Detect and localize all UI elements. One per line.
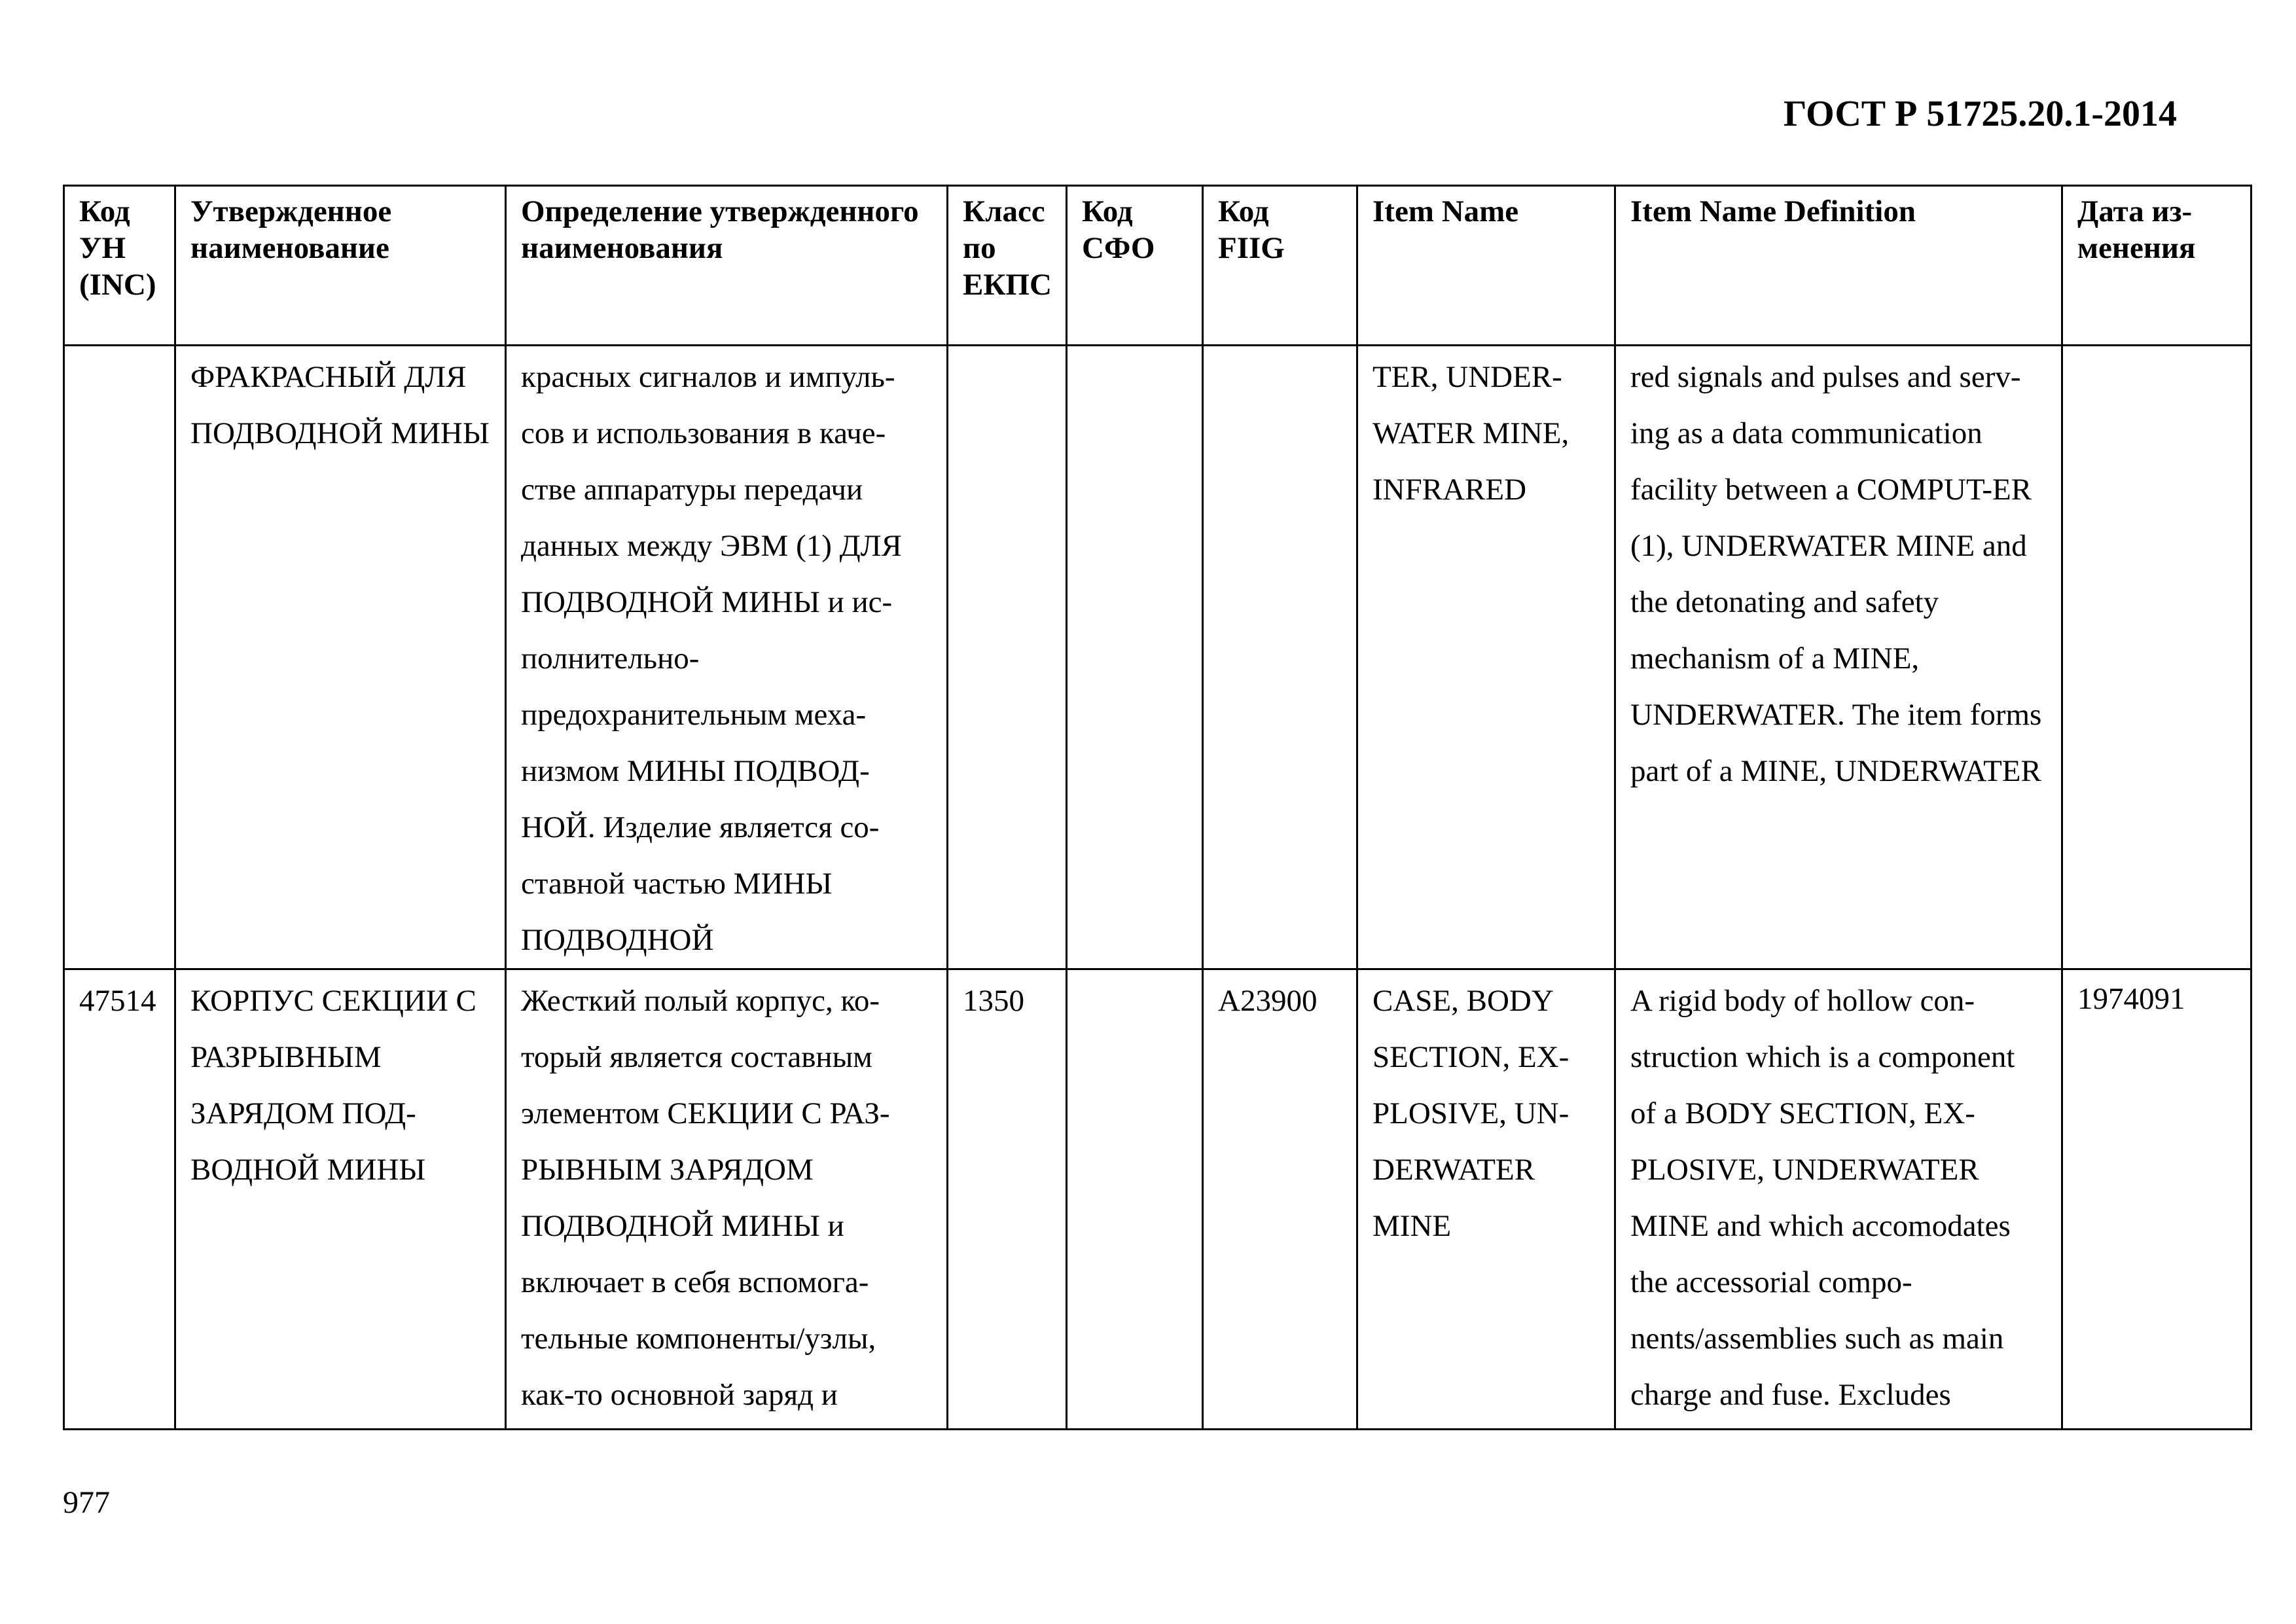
cell-change-date	[2062, 346, 2251, 969]
table-header	[64, 186, 2251, 346]
change-date-value: 1974091	[2077, 982, 2185, 1016]
cell-definition: красных сигналов и импуль-сов и использования в каче-стве аппаратуры передачи данных между ЭВМ (1) ДЛЯ ПОДВОДНОЙ МИНЫ и ис-полнительно-предохранительным меха-низмом МИНЫ ПОДВОД-НОЙ. Изделие является со-ставной частью МИНЫ ПОДВОДНОЙ	[506, 346, 948, 969]
cell-inc: 47514	[64, 969, 175, 1430]
cell-fiig-code: A23900	[1203, 969, 1357, 1430]
header-row	[64, 186, 2251, 346]
cell-inc	[64, 346, 175, 969]
header-definition: Определение утвержденного наименования	[506, 186, 948, 346]
cell-ekps-class	[948, 346, 1067, 969]
header-item-name-definition: Item Name Definition	[1615, 186, 2062, 346]
table-row	[64, 969, 2251, 1430]
cell-definition: Жесткий полый корпус, ко-торый является составным элементом СЕКЦИИ С РАЗ-РЫВНЫМ ЗАРЯДОМ ПОДВОДНОЙ МИНЫ и включает в себя вспомога-тельные компоненты/узлы, как-то основной заряд и	[506, 969, 948, 1430]
cell-ekps-class: 1350	[948, 969, 1067, 1430]
table-row	[64, 346, 2251, 969]
cell-sfo-code	[1067, 346, 1203, 969]
document-standard-code: ГОСТ Р 51725.20.1-2014	[1783, 94, 2177, 134]
cell-sfo-code	[1067, 969, 1203, 1430]
cell-item-name-definition: A rigid body of hollow con-struction which is a component of a BODY SECTION, EX-PLOSIVE, UNDERWATER MINE and which accomodates the accessorial compo-nents/assemblies such as main charge and fuse. Excludes	[1615, 969, 2062, 1430]
header-approved-name: Утвержденное наименование	[175, 186, 506, 346]
cell-approved-name: ФРАКРАСНЫЙ ДЛЯ ПОДВОДНОЙ МИНЫ	[175, 346, 506, 969]
cell-change-date	[2062, 969, 2251, 1430]
header-change-date: Дата из-менения	[2062, 186, 2251, 346]
header-sfo-code: Код СФО	[1067, 186, 1203, 346]
cell-item-name: CASE, BODY SECTION, EX-PLOSIVE, UN-DERWATER MINE	[1357, 969, 1615, 1430]
cell-approved-name: КОРПУС СЕКЦИИ С РАЗРЫВНЫМ ЗАРЯДОМ ПОД-ВОДНОЙ МИНЫ	[175, 969, 506, 1430]
header-item-name: Item Name	[1357, 186, 1615, 346]
nomenclature-table	[63, 185, 2252, 1430]
header-ekps-class: Класс по ЕКПС	[948, 186, 1067, 346]
cell-item-name-definition: red signals and pulses and serv-ing as a data communication facility between a COMPUT-ER (1), UNDERWATER MINE and the detonating and safety mechanism of a MINE, UNDERWATER. The item forms part of a MINE, UNDERWATER	[1615, 346, 2062, 969]
header-inc: Код УН (INC)	[64, 186, 175, 346]
page-number: 977	[63, 1485, 110, 1520]
header-fiig-code: Код FIIG	[1203, 186, 1357, 346]
cell-item-name: TER, UNDER-WATER MINE, INFRARED	[1357, 346, 1615, 969]
cell-fiig-code	[1203, 346, 1357, 969]
